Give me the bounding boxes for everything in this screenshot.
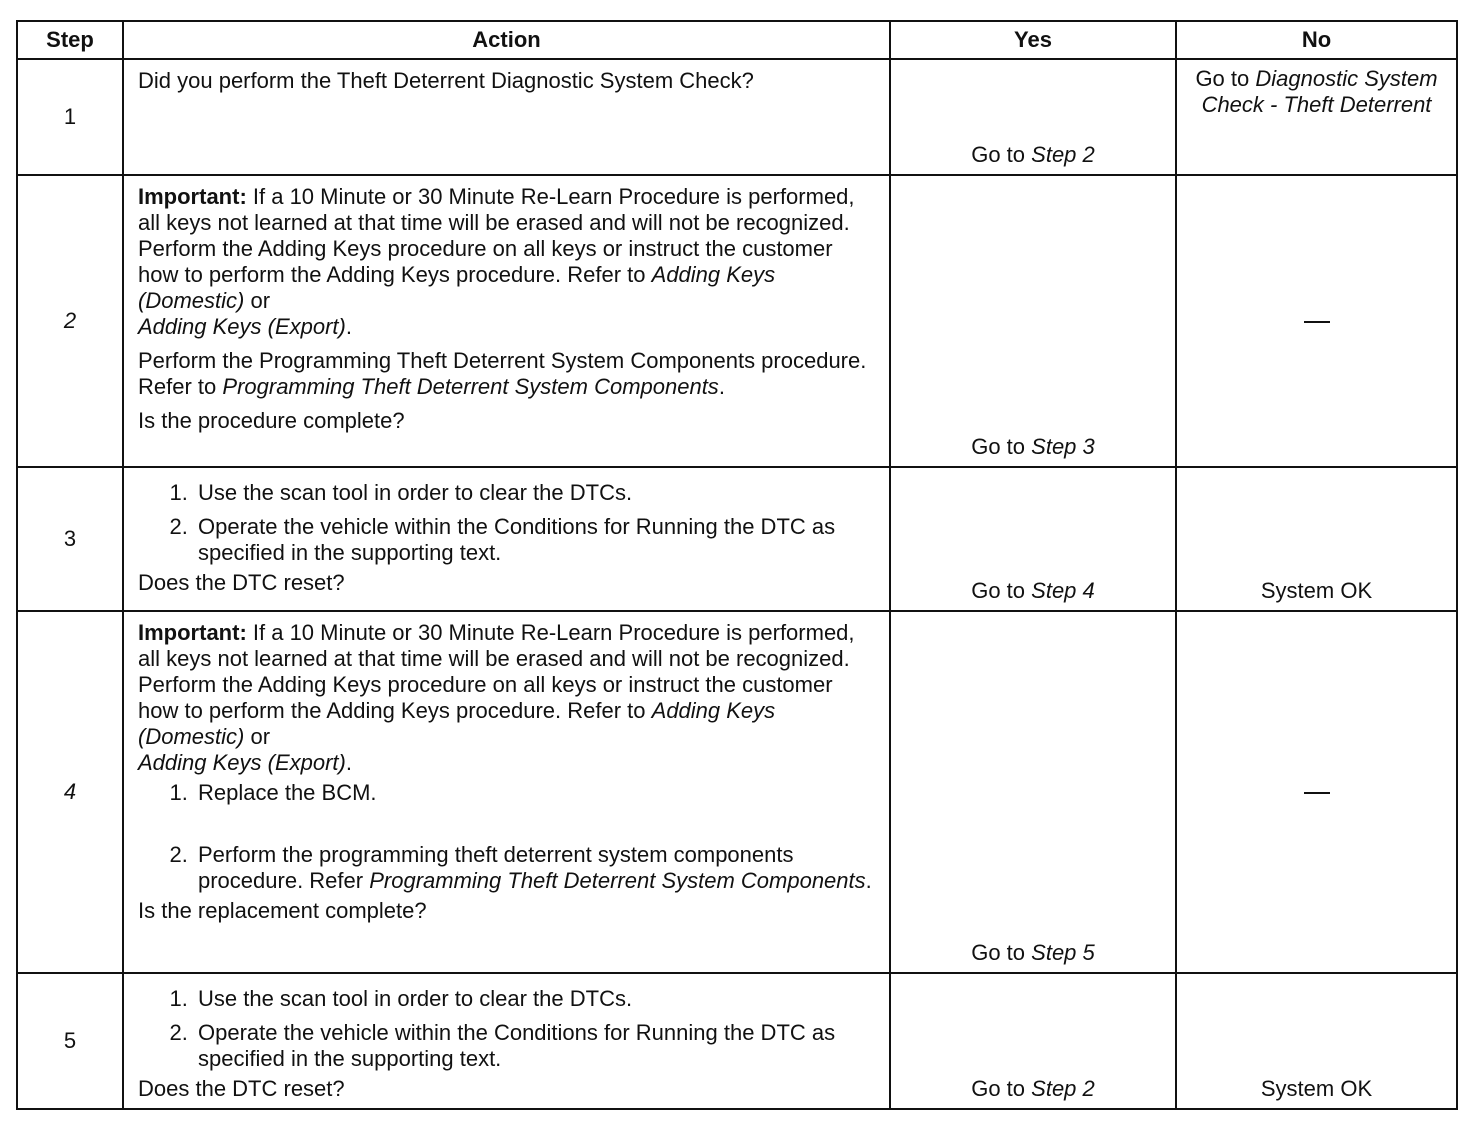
- list-item: 2. Operate the vehicle within the Conditions for Running the DTC as specified in the supporting text.: [194, 514, 877, 566]
- action-cell: [123, 467, 890, 611]
- diagnostic-table-sheet: [16, 20, 1456, 1110]
- ref-adding-keys-export-link[interactable]: Adding Keys (Export): [138, 750, 346, 775]
- yes-cell: [890, 59, 1176, 175]
- ref-adding-keys-domestic-link[interactable]: Adding Keys (Domestic): [138, 262, 776, 313]
- item2-text: Perform the programming theft deterrent system components procedure. Refer: [198, 842, 794, 893]
- table-row-step-1: [17, 59, 1457, 175]
- action-question: Is the procedure complete?: [138, 408, 405, 433]
- no-result: System OK: [1260, 1076, 1373, 1101]
- list-item: 2. Perform the programming theft deterrent system components procedure. Refer Programming Theft Deterrent System Components.: [194, 842, 877, 894]
- programming-paragraph: Perform the Programming Theft Deterrent System Components procedure. Refer to Programming Theft Deterrent System Components.: [138, 348, 867, 399]
- important-text: If a 10 Minute or 30 Minute Re-Learn Procedure is performed, all keys not learned at that time will be erased and will not be recognized. Perform the Adding Keys procedure on all keys or instruct the customer how to perform the Adding Keys procedure. Refer to: [138, 620, 855, 723]
- no-cell: [1176, 175, 1457, 467]
- important-label: Important:: [138, 620, 247, 645]
- important-note: Important: If a 10 Minute or 30 Minute Re-Learn Procedure is performed, all keys not learned at that time will be erased and will not be recognized. Perform the Adding Keys procedure on all keys or instruct the customer how to perform the Adding Keys procedure. Refer to Adding Keys (Domestic) or Adding Keys (Export).: [138, 620, 855, 775]
- header-action: Action: [123, 21, 890, 59]
- programming-text: Perform the Programming Theft Deterrent System Components procedure. Refer to: [138, 348, 867, 399]
- yes-cell: [890, 175, 1176, 467]
- list-item: 1. Use the scan tool in order to clear the DTCs.: [194, 986, 877, 1012]
- table-row-step-5: [17, 973, 1457, 1109]
- or-text: or: [250, 288, 271, 313]
- yes-prefix: Go to: [971, 434, 1026, 459]
- list-item: 1. Replace the BCM.: [194, 780, 877, 806]
- diagnostic-table: [16, 20, 1458, 1110]
- action-steps-list: [138, 480, 877, 566]
- table-row-step-2: [17, 175, 1457, 467]
- yes-target-link[interactable]: Step 4: [1031, 578, 1095, 603]
- or-text: or: [250, 724, 271, 749]
- step-number: 1: [17, 59, 123, 175]
- action-cell: [123, 973, 890, 1109]
- no-cell: [1176, 611, 1457, 973]
- action-question: Does the DTC reset?: [138, 570, 345, 595]
- list-item: 1. Use the scan tool in order to clear the DTCs.: [194, 480, 877, 506]
- yes-target-link[interactable]: Step 5: [1031, 940, 1095, 965]
- action-steps-list: [138, 986, 877, 1072]
- ref-programming-link[interactable]: Programming Theft Deterrent System Components: [369, 868, 866, 893]
- header-step: Step: [17, 21, 123, 59]
- ref-adding-keys-domestic-link[interactable]: Adding Keys (Domestic): [138, 698, 776, 749]
- no-target-link[interactable]: Diagnostic System Check - Theft Deterrent: [1201, 66, 1438, 117]
- important-note: Important: If a 10 Minute or 30 Minute Re-Learn Procedure is performed, all keys not learned at that time will be erased and will not be recognized. Perform the Adding Keys procedure on all keys or instruct the customer how to perform the Adding Keys procedure. Refer to Adding Keys (Domestic) or Adding Keys (Export).: [138, 184, 855, 339]
- yes-target-link[interactable]: Step 3: [1031, 434, 1095, 459]
- action-cell: [123, 611, 890, 973]
- yes-cell: [890, 467, 1176, 611]
- step-number: 2: [17, 175, 123, 467]
- no-result: System OK: [1260, 578, 1373, 603]
- yes-cell: [890, 973, 1176, 1109]
- action-cell: [123, 175, 890, 467]
- yes-prefix: Go to: [971, 578, 1026, 603]
- action-question: Is the replacement complete?: [138, 898, 427, 923]
- table-row-step-4: [17, 611, 1457, 973]
- yes-prefix: Go to: [971, 142, 1026, 167]
- important-label: Important:: [138, 184, 247, 209]
- step-number: 5: [17, 973, 123, 1109]
- step-number: 3: [17, 467, 123, 611]
- no-cell: [1176, 467, 1457, 611]
- yes-prefix: Go to: [971, 1076, 1026, 1101]
- header-no: No: [1176, 21, 1457, 59]
- yes-prefix: Go to: [971, 940, 1026, 965]
- ref-programming-link[interactable]: Programming Theft Deterrent System Components: [222, 374, 719, 399]
- no-dash: [1304, 792, 1330, 794]
- no-cell: [1176, 59, 1457, 175]
- action-cell: [123, 59, 890, 175]
- no-cell: [1176, 973, 1457, 1109]
- header-row: [17, 21, 1457, 59]
- no-prefix: Go to: [1195, 66, 1250, 91]
- ref-adding-keys-export-link[interactable]: Adding Keys (Export): [138, 314, 346, 339]
- action-steps-list: [138, 780, 877, 894]
- important-text: If a 10 Minute or 30 Minute Re-Learn Procedure is performed, all keys not learned at that time will be erased and will not be recognized. Perform the Adding Keys procedure on all keys or instruct the customer how to perform the Adding Keys procedure. Refer to: [138, 184, 855, 287]
- step-number: 4: [17, 611, 123, 973]
- list-item: 2. Operate the vehicle within the Conditions for Running the DTC as specified in the supporting text.: [194, 1020, 877, 1072]
- table-row-step-3: [17, 467, 1457, 611]
- header-yes: Yes: [890, 21, 1176, 59]
- yes-target-link[interactable]: Step 2: [1031, 1076, 1095, 1101]
- action-question: Does the DTC reset?: [138, 1076, 345, 1101]
- yes-target-link[interactable]: Step 2: [1031, 142, 1095, 167]
- no-dash: [1304, 321, 1330, 323]
- yes-cell: [890, 611, 1176, 973]
- action-question: Did you perform the Theft Deterrent Diagnostic System Check?: [138, 68, 754, 93]
